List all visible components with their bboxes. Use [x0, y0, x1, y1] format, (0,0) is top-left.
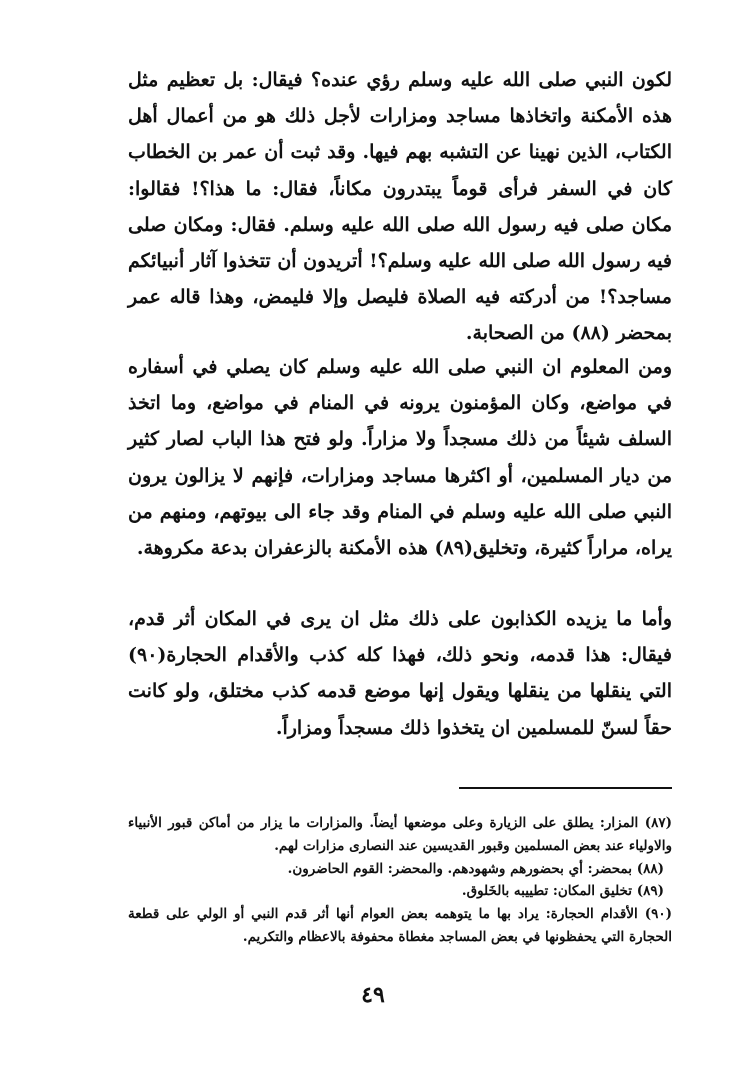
- footnotes: [128, 812, 672, 949]
- footnote-87: (٨٧) المزار: يطلق على الزيارة وعلى موضعها أيضاً. والمزارات ما يزار من أماكن قبور الأنبياء والاولياء عند بعض المسلمين وقبور القديسين عند النصارى مزارات لهم.: [128, 815, 672, 854]
- paragraph-3-text: وأما ما يزيده الكذابون على ذلك مثل ان يرى في المكان أثر قدم، فيقال: هذا قدمه، ونحو ذلك، فهذا كله كذب والأقدام الحجارة(٩٠) التي ينقلها من ينقلها ويقول إنها موضع قدمه كذب مختلق، ولو كانت حقاً لسنّ للمسلمين ان يتخذوا ذلك مسجداً ومزاراً.: [128, 608, 672, 739]
- paragraph-1: [128, 62, 672, 352]
- footnote-88: (٨٨) بمحضر: أي بحضورهم وشهودهم. والمحضر: القوم الحاضرون.: [287, 860, 664, 877]
- paragraph-3: [128, 601, 672, 746]
- paragraph-2-text: ومن المعلوم ان النبي صلى الله عليه وسلم كان يصلي في أسفاره في مواضع، وكان المؤمنون يرونه في المنام في مواضع، وما اتخذ السلف شيئاً من ذلك مسجداً ولا مزاراً. ولو فتح هذا الباب لصار كثير من ديار المسلمين، أو اكثرها مساجد ومزارات، فإنهم لا يزالون يرون النبي صلى الله عليه وسلم في المنام وقد جاء الى بيوتهم، ومنهم من يراه، مراراً كثيرة، وتخليق(٨٩) هذه الأمكنة بالزعفران بدعة مكروهة.: [128, 356, 672, 560]
- paragraph-1-text: لكون النبي صلى الله عليه وسلم رؤي عنده؟ فيقال: بل تعظيم مثل هذه الأمكنة واتخاذها مساجد ومزارات لأجل ذلك هو من أعمال أهل الكتاب، الذين نهينا عن التشبه بهم فيها. وقد ثبت أن عمر بن الخطاب كان في السفر فرأى قوماً يبتدرون مكاناً، فقال: ما هذا؟! فقالوا: مكان صلى فيه رسول الله صلى الله عليه وسلم. فقال: ومكان صلى فيه رسول الله صلى الله عليه وسلم؟! أتريدون أن تتخذوا آثار أنبيائكم مساجد؟! من أدركته فيه الصلاة فليصل وإلا فليمض، وهذا قاله عمر بمحضر (٨٨) من الصحابة.: [128, 69, 672, 345]
- footnote-89: (٨٩) تخليق المكان: تطييبه بالخَلوق.: [461, 883, 664, 900]
- footnote-separator: [459, 787, 672, 789]
- paragraph-2: [128, 349, 672, 566]
- footnote-90: (٩٠) الأقدام الحجارة: يراد بها ما يتوهمه بعض العوام أنها أثر قدم النبي أو الولي على قطعة الحجارة التي يحفظونها في بعض المساجد مغطاة محفوفة بالاعظام والتكريم.: [128, 906, 672, 945]
- page-number: ٤٩: [361, 982, 385, 1008]
